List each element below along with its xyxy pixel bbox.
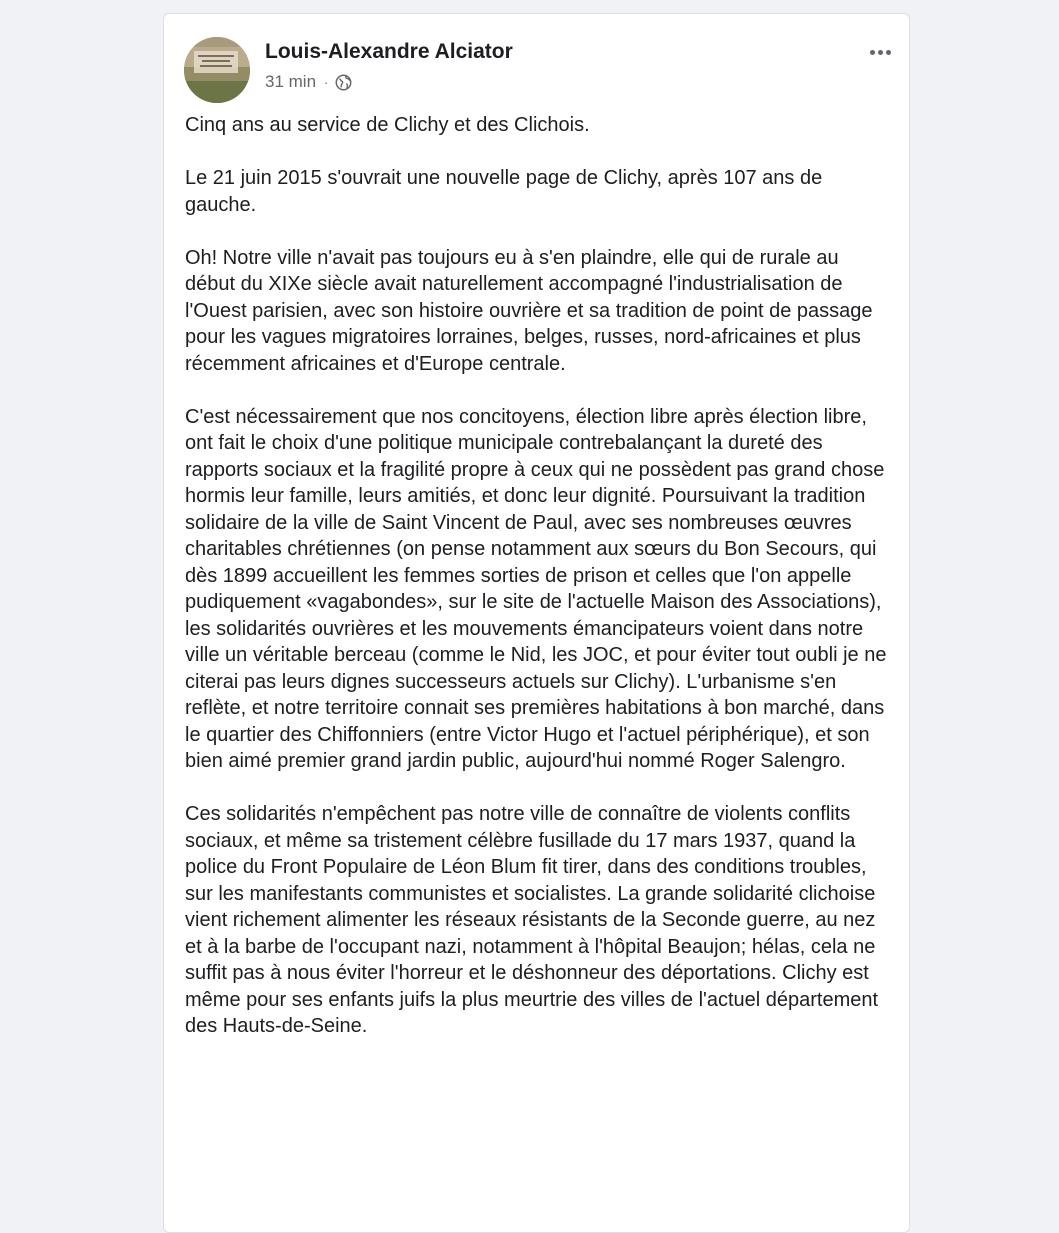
post-timestamp[interactable]: 31 min bbox=[265, 72, 317, 91]
author-avatar[interactable] bbox=[184, 37, 250, 103]
avatar-image bbox=[184, 37, 250, 103]
post-text bbox=[185, 112, 890, 1066]
globe-icon[interactable] bbox=[335, 74, 352, 91]
meta-separator: · bbox=[324, 74, 329, 90]
more-dot bbox=[886, 50, 891, 55]
post-paragraph: Ces solidarités n'empêchent pas notre ville de connaître de violents conflits sociaux, et même sa tristement célèbre fusillade du 17 mars 1937, quand la police du Front Populaire de Léon Blum fit tirer, dans des conditions troubles, sur les manifestants communistes et socialistes. La grande solidarité clichoise vient richement alimenter les réseaux résistants de la Seconde guerre, au nez et à la barbe de l'occupant nazi, notamment à l'hôpital Beaujon; hélas, cela ne suffit pas à nous éviter l'horreur et le déshonneur des déportations. Clichy est même pour ses enfants juifs la plus meurtrie des villes de l'actuel département des Hauts-de-Seine. bbox=[185, 803, 879, 1037]
post-meta bbox=[265, 72, 352, 92]
post-paragraph: C'est nécessairement que nos concitoyens, élection libre après élection libre, ont fait le choix d'une politique municipale contrebalançant la dureté des rapports sociaux et la fragilité propre à ceux qui ne possèdent pas grand chose hormis leur famille, leurs amitiés, et donc leur dignité. Poursuivant la tradition solidaire de la ville de Saint Vincent de Paul, avec ses nombreuses œuvres charitables chrétiennes (on pense notamment aux sœurs du Bon Secours, qui dès 1899 accueillent les femmes sorties de prison et celles que l'on appelle pudiquement «vagabondes», sur le site de l'actuelle Maison des Associations), les solidarités ouvrières et les mouvements émancipateurs voient dans notre ville un véritable berceau (comme le Nid, les JOC, et pour éviter tout oubli je ne citerai pas leurs dignes successeurs actuels sur Clichy). L'urbanisme s'en reflète, et notre territoire connait ses premières habitations à bon marché, dans le quartier des Chiffonniers (entre Victor Hugo et l'actuel périphérique), et son bien aimé premier grand jardin public, aujourd'hui nommé Roger Salengro. bbox=[185, 405, 887, 772]
post-paragraph: Oh! Notre ville n'avait pas toujours eu à s'en plaindre, elle qui de rurale au début du XIXe siècle avait naturellement accompagné l'industrialisation de l'Ouest parisien, avec son histoire ouvrière et sa tradition de point de passage pour les vagues migratoires lorraines, belges, russes, nord-africaines et plus récemment africaines et d'Europe centrale. bbox=[185, 246, 873, 375]
more-dot bbox=[878, 50, 883, 55]
more-options-icon[interactable] bbox=[864, 38, 896, 66]
post-paragraph: Le 21 juin 2015 s'ouvrait une nouvelle page de Clichy, après 107 ans de gauche. bbox=[185, 167, 823, 216]
post-card bbox=[163, 13, 910, 1233]
author-name[interactable]: Louis-Alexandre Alciator bbox=[265, 40, 513, 63]
post-paragraph: Cinq ans au service de Clichy et des Clichois. bbox=[185, 114, 590, 136]
more-dot bbox=[870, 50, 875, 55]
